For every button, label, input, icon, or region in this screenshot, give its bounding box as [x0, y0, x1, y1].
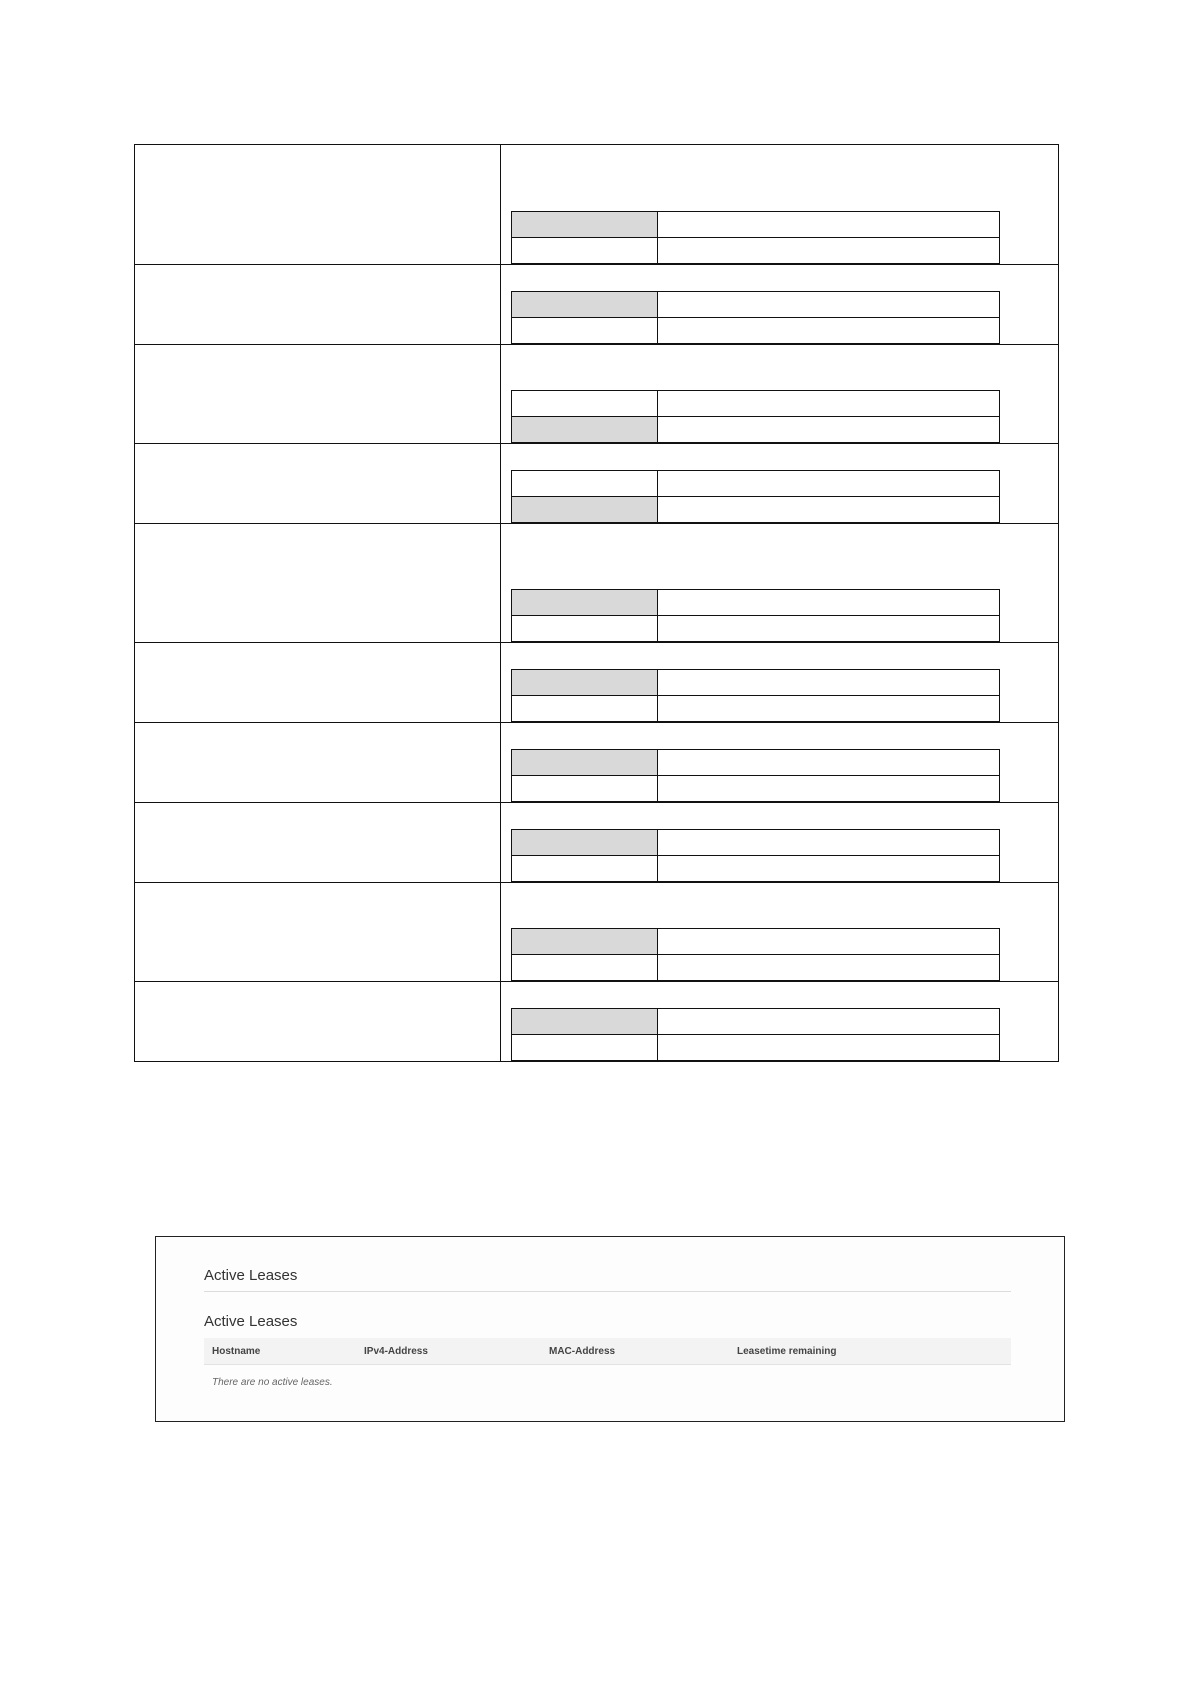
- option-key-cell: [512, 955, 658, 980]
- option-value-cell: [658, 856, 999, 881]
- option-key-cell: [512, 292, 658, 317]
- option-row: [512, 929, 999, 955]
- param-row: [135, 802, 1058, 882]
- param-name-cell: [135, 345, 501, 443]
- param-detail-cell: [501, 444, 1058, 523]
- column-header-mac: MAC-Address: [549, 1346, 616, 1357]
- option-key-cell: [512, 830, 658, 855]
- option-key-cell: [512, 616, 658, 641]
- option-subtable: [511, 211, 1000, 264]
- option-value-cell: [658, 929, 999, 954]
- option-value-cell: [658, 212, 999, 237]
- option-subtable: [511, 928, 1000, 981]
- table-heading: Active Leases: [204, 1313, 298, 1330]
- option-subtable: [511, 1008, 1000, 1061]
- option-value-cell: [658, 590, 999, 615]
- param-name-cell: [135, 803, 501, 882]
- option-row: [512, 238, 999, 264]
- option-subtable: [511, 589, 1000, 642]
- option-row: [512, 1009, 999, 1035]
- option-key-cell: [512, 417, 658, 442]
- column-header-leasetime: Leasetime remaining: [737, 1346, 837, 1357]
- option-value-cell: [658, 776, 999, 801]
- option-value-cell: [658, 238, 999, 263]
- option-value-cell: [658, 391, 999, 416]
- option-row: [512, 776, 999, 802]
- param-row: [135, 344, 1058, 443]
- param-detail-cell: [501, 883, 1058, 981]
- param-name-cell: [135, 723, 501, 802]
- panel-heading: Active Leases: [204, 1267, 298, 1284]
- option-value-cell: [658, 318, 999, 343]
- option-subtable: [511, 390, 1000, 443]
- option-key-cell: [512, 670, 658, 695]
- empty-state-message: There are no active leases.: [212, 1377, 333, 1388]
- param-detail-cell: [501, 643, 1058, 722]
- option-subtable: [511, 829, 1000, 882]
- option-subtable: [511, 749, 1000, 802]
- option-key-cell: [512, 238, 658, 263]
- option-key-cell: [512, 1035, 658, 1060]
- option-key-cell: [512, 696, 658, 721]
- param-name-cell: [135, 883, 501, 981]
- param-name-cell: [135, 524, 501, 642]
- heading-divider: [204, 1291, 1011, 1292]
- option-row: [512, 497, 999, 523]
- param-name-cell: [135, 145, 501, 264]
- option-row: [512, 318, 999, 344]
- param-detail-cell: [501, 265, 1058, 344]
- option-value-cell: [658, 471, 999, 496]
- param-detail-cell: [501, 345, 1058, 443]
- param-name-cell: [135, 982, 501, 1061]
- option-row: [512, 856, 999, 882]
- option-key-cell: [512, 471, 658, 496]
- option-row: [512, 471, 999, 497]
- option-key-cell: [512, 750, 658, 775]
- option-key-cell: [512, 391, 658, 416]
- option-key-cell: [512, 856, 658, 881]
- option-row: [512, 391, 999, 417]
- param-row: [135, 981, 1058, 1061]
- option-row: [512, 955, 999, 981]
- option-row: [512, 670, 999, 696]
- param-detail-cell: [501, 524, 1058, 642]
- param-row: [135, 264, 1058, 344]
- option-row: [512, 750, 999, 776]
- column-header-hostname: Hostname: [212, 1346, 261, 1357]
- option-value-cell: [658, 497, 999, 522]
- param-row: [135, 882, 1058, 981]
- option-row: [512, 212, 999, 238]
- option-subtable: [511, 470, 1000, 523]
- param-detail-cell: [501, 982, 1058, 1061]
- option-row: [512, 590, 999, 616]
- param-name-cell: [135, 643, 501, 722]
- param-name-cell: [135, 444, 501, 523]
- option-row: [512, 1035, 999, 1061]
- column-header-ipv4: IPv4-Address: [364, 1346, 428, 1357]
- option-subtable: [511, 669, 1000, 722]
- option-value-cell: [658, 696, 999, 721]
- option-row: [512, 417, 999, 443]
- option-key-cell: [512, 318, 658, 343]
- param-row: [135, 642, 1058, 722]
- option-row: [512, 616, 999, 642]
- option-key-cell: [512, 212, 658, 237]
- param-row: [135, 145, 1058, 264]
- option-key-cell: [512, 1009, 658, 1034]
- option-value-cell: [658, 670, 999, 695]
- param-row: [135, 523, 1058, 642]
- option-value-cell: [658, 616, 999, 641]
- option-subtable: [511, 291, 1000, 344]
- option-row: [512, 292, 999, 318]
- option-value-cell: [658, 292, 999, 317]
- option-value-cell: [658, 750, 999, 775]
- param-detail-cell: [501, 723, 1058, 802]
- active-leases-panel: [155, 1236, 1065, 1422]
- option-value-cell: [658, 1035, 999, 1060]
- option-key-cell: [512, 497, 658, 522]
- param-row: [135, 722, 1058, 802]
- option-key-cell: [512, 929, 658, 954]
- parameter-table: [134, 144, 1059, 1062]
- param-row: [135, 443, 1058, 523]
- option-key-cell: [512, 776, 658, 801]
- option-key-cell: [512, 590, 658, 615]
- option-value-cell: [658, 955, 999, 980]
- option-row: [512, 696, 999, 722]
- option-value-cell: [658, 417, 999, 442]
- option-row: [512, 830, 999, 856]
- option-value-cell: [658, 1009, 999, 1034]
- param-name-cell: [135, 265, 501, 344]
- leases-table-header: [204, 1338, 1011, 1365]
- param-detail-cell: [501, 145, 1058, 264]
- option-value-cell: [658, 830, 999, 855]
- param-detail-cell: [501, 803, 1058, 882]
